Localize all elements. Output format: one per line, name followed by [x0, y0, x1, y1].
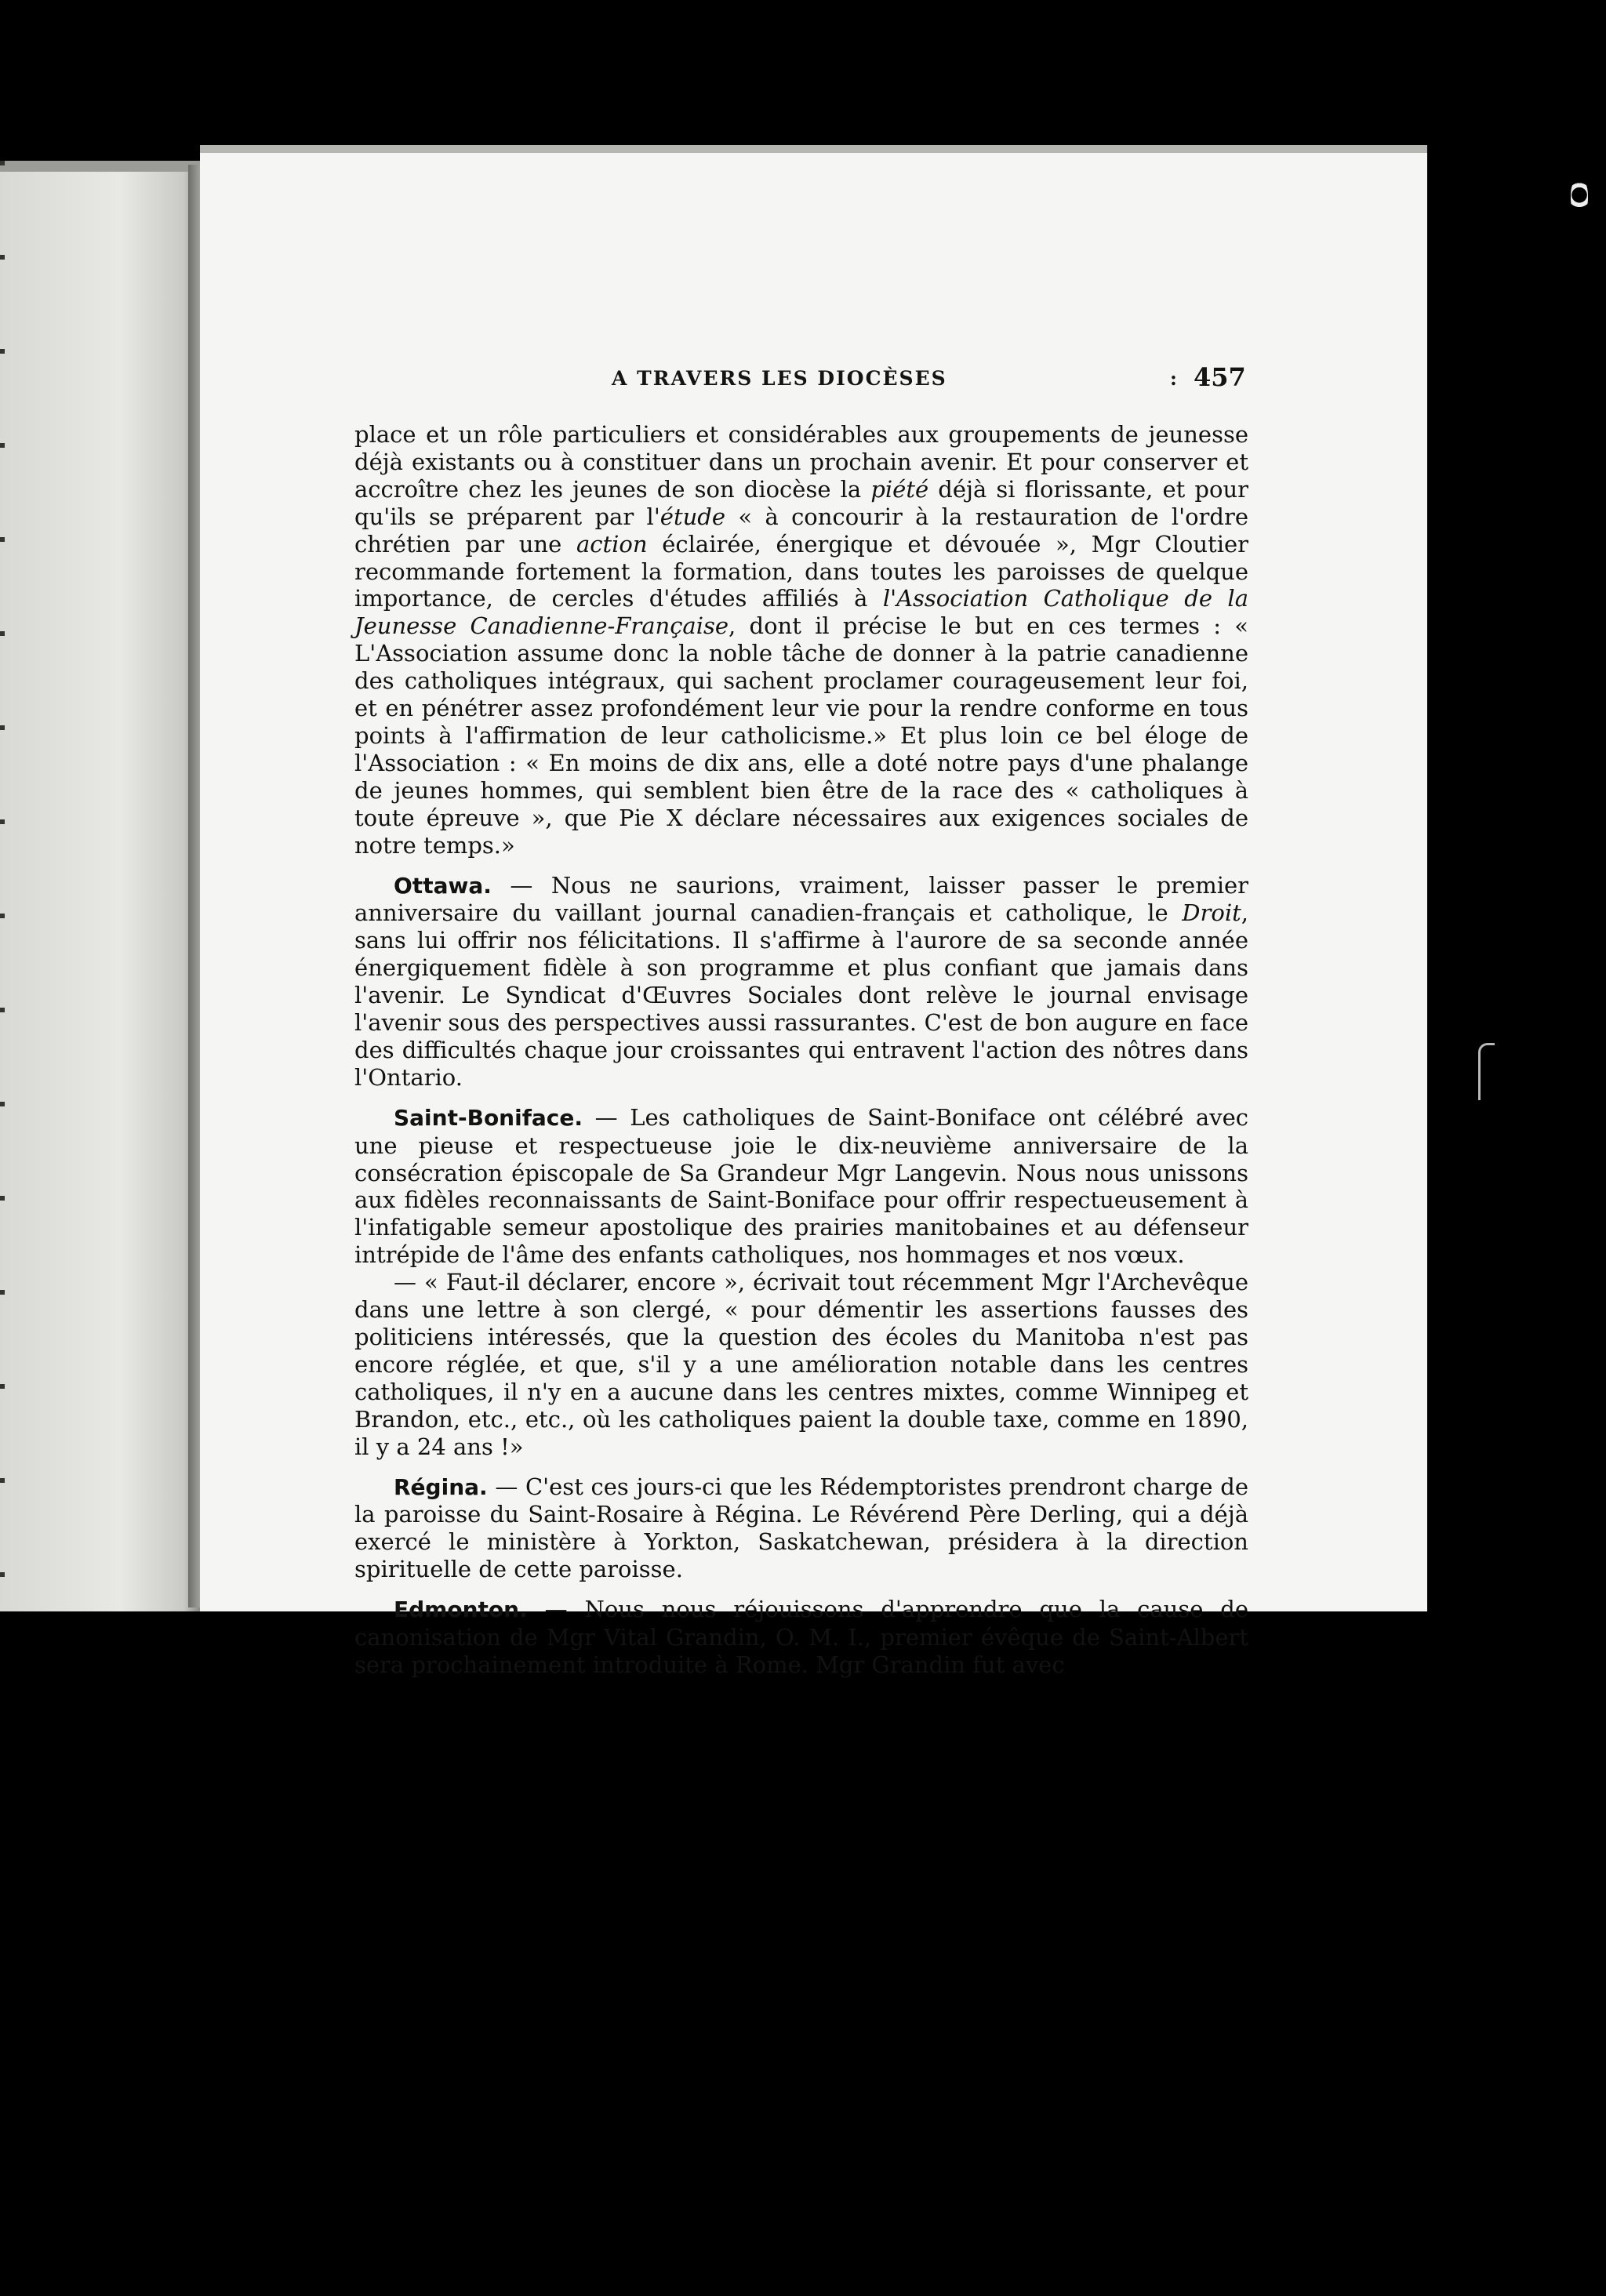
paragraph-saint-boniface	[354, 1104, 1248, 1269]
text-run: , sans lui offrir nos félicitations. Il s'affirme à l'aurore de sa seconde année énergiquement fidèle à son programme et plus confiant que jamais dans l'avenir. Le Syndicat d'Œuvres Sociales dont relève le journal envisage l'avenir sous des perspectives aussi rassurantes. C'est de bon augure en face des difficultés chaque jour croissantes qui entravent l'action des nôtres dans l'Ontario.	[354, 899, 1248, 1091]
running-head-title: A TRAVERS LES DIOCÈSES	[612, 367, 947, 390]
italic-run: piété	[870, 475, 929, 503]
paragraph-quotation	[354, 1269, 1248, 1460]
facing-page-top-edge	[0, 161, 200, 172]
italic-run: action	[576, 530, 648, 558]
paragraph-edmonton	[354, 1596, 1248, 1679]
body-text	[354, 421, 1248, 1691]
text-run: place et un rôle particuliers et considérables aux groupements de jeunesse déjà existants ou à constituer dans un prochain avenir. Et pour conserver et accroître chez les jeunes de son diocèse la	[354, 421, 1248, 503]
text-run: déjà si florissante, et pour qu'ils se préparent par l'	[354, 475, 1248, 530]
text-run: — Les catholiques de Saint-Boniface ont célébré avec une pieuse et respectueuse joie le dix-neuvième anniversaire de la consécration épiscopale de Sa Grandeur Mgr Langevin. Nous nous unissons aux fidèles reconnaissants de Saint-Boniface pour offrir respectueusement à l'infatigable semeur apostolique des prairies manitobaines et au défenseur intrépide de l'âme des enfants catholiques, nos hommages et nos vœux.	[354, 1103, 1248, 1269]
paragraph-lead-edmonton: Edmonton.	[394, 1597, 528, 1623]
paragraph-lead-regina: Régina.	[394, 1473, 488, 1500]
text-run: — Nous nous réjouissons d'apprendre que la cause de canonisation de Mgr Vital Grandin, O. M. I., premier évêque de Saint-Albert sera prochainement introduite à Rome. Mgr Grandin fut avec	[354, 1596, 1248, 1678]
text-run: — « Faut-il déclarer, encore », écrivait tout récemment Mgr l'Archevêque dans une lettre à son clergé, « pour démentir les assertions fausses des politiciens intéressés, que la question des écoles du Manitoba n'est pas encore réglée, et que, s'il y a une amélioration notable dans les centres catholiques, il n'y en a aucune dans les centres mixtes, comme Winnipeg et Brandon, etc., etc., où les catholiques paient la double taxe, comme en 1890, il y a 24 ans !»	[354, 1269, 1248, 1460]
facing-page-margin-marks	[0, 161, 5, 1611]
page-number: 457	[1194, 362, 1246, 392]
text-run: — C'est ces jours-ci que les Rédemptoristes prendront charge de la paroisse du Saint-Rosaire à Régina. Le Révérend Père Derling, qui a déjà exercé le ministère à Yorkton, Saskatchewan, présidera à la direction spirituelle de cette paroisse.	[354, 1473, 1248, 1583]
running-head-separator: :	[1170, 367, 1177, 390]
facing-page-edge	[0, 161, 200, 1611]
text-run: éclairée, énergique et dévouée », Mgr Cloutier recommande fortement la formation, dans toutes les paroisses de quelque importance, de cercles d'études affiliés à	[354, 530, 1248, 612]
text-run: , dont il précise le but en ces termes : « L'Association assume donc la noble tâche de donner à la patrie canadienne des catholiques intégraux, qui sachent proclamer courageusement leur foi, et en pénétrer assez profondément leur vie pour la rendre conforme en tous points à l'affirmation de leur catholicisme.» Et plus loin ce bel éloge de l'Association : « En moins de dix ans, elle a doté notre pays d'une phalange de jeunes hommes, qui semblent bien être de la race des « catholiques à toute épreuve », que Pie X déclare nécessaires aux exigences sociales de notre temps.»	[354, 612, 1248, 859]
paragraph-ottawa	[354, 872, 1248, 1092]
paragraph-regina	[354, 1473, 1248, 1584]
italic-run: Droit	[1182, 899, 1241, 927]
text-run: « à concourir à la restauration de l'ordre chrétien par une	[354, 503, 1248, 558]
film-speck-mark	[1571, 179, 1588, 215]
italic-run: étude	[659, 503, 726, 530]
paragraph-lead-saint-boniface: Saint-Boniface.	[394, 1104, 583, 1131]
margin-pencil-mark	[1478, 1043, 1495, 1100]
paragraph-lead-ottawa: Ottawa.	[394, 872, 492, 899]
running-head	[416, 362, 1247, 394]
paragraph-continuation	[354, 421, 1248, 859]
italic-run: l'Association Catholique de la Jeunesse Canadienne-Française	[354, 585, 1248, 640]
text-run: — Nous ne saurions, vraiment, laisser passer le premier anniversaire du vaillant journal canadien-français et catholique, le	[354, 871, 1248, 927]
